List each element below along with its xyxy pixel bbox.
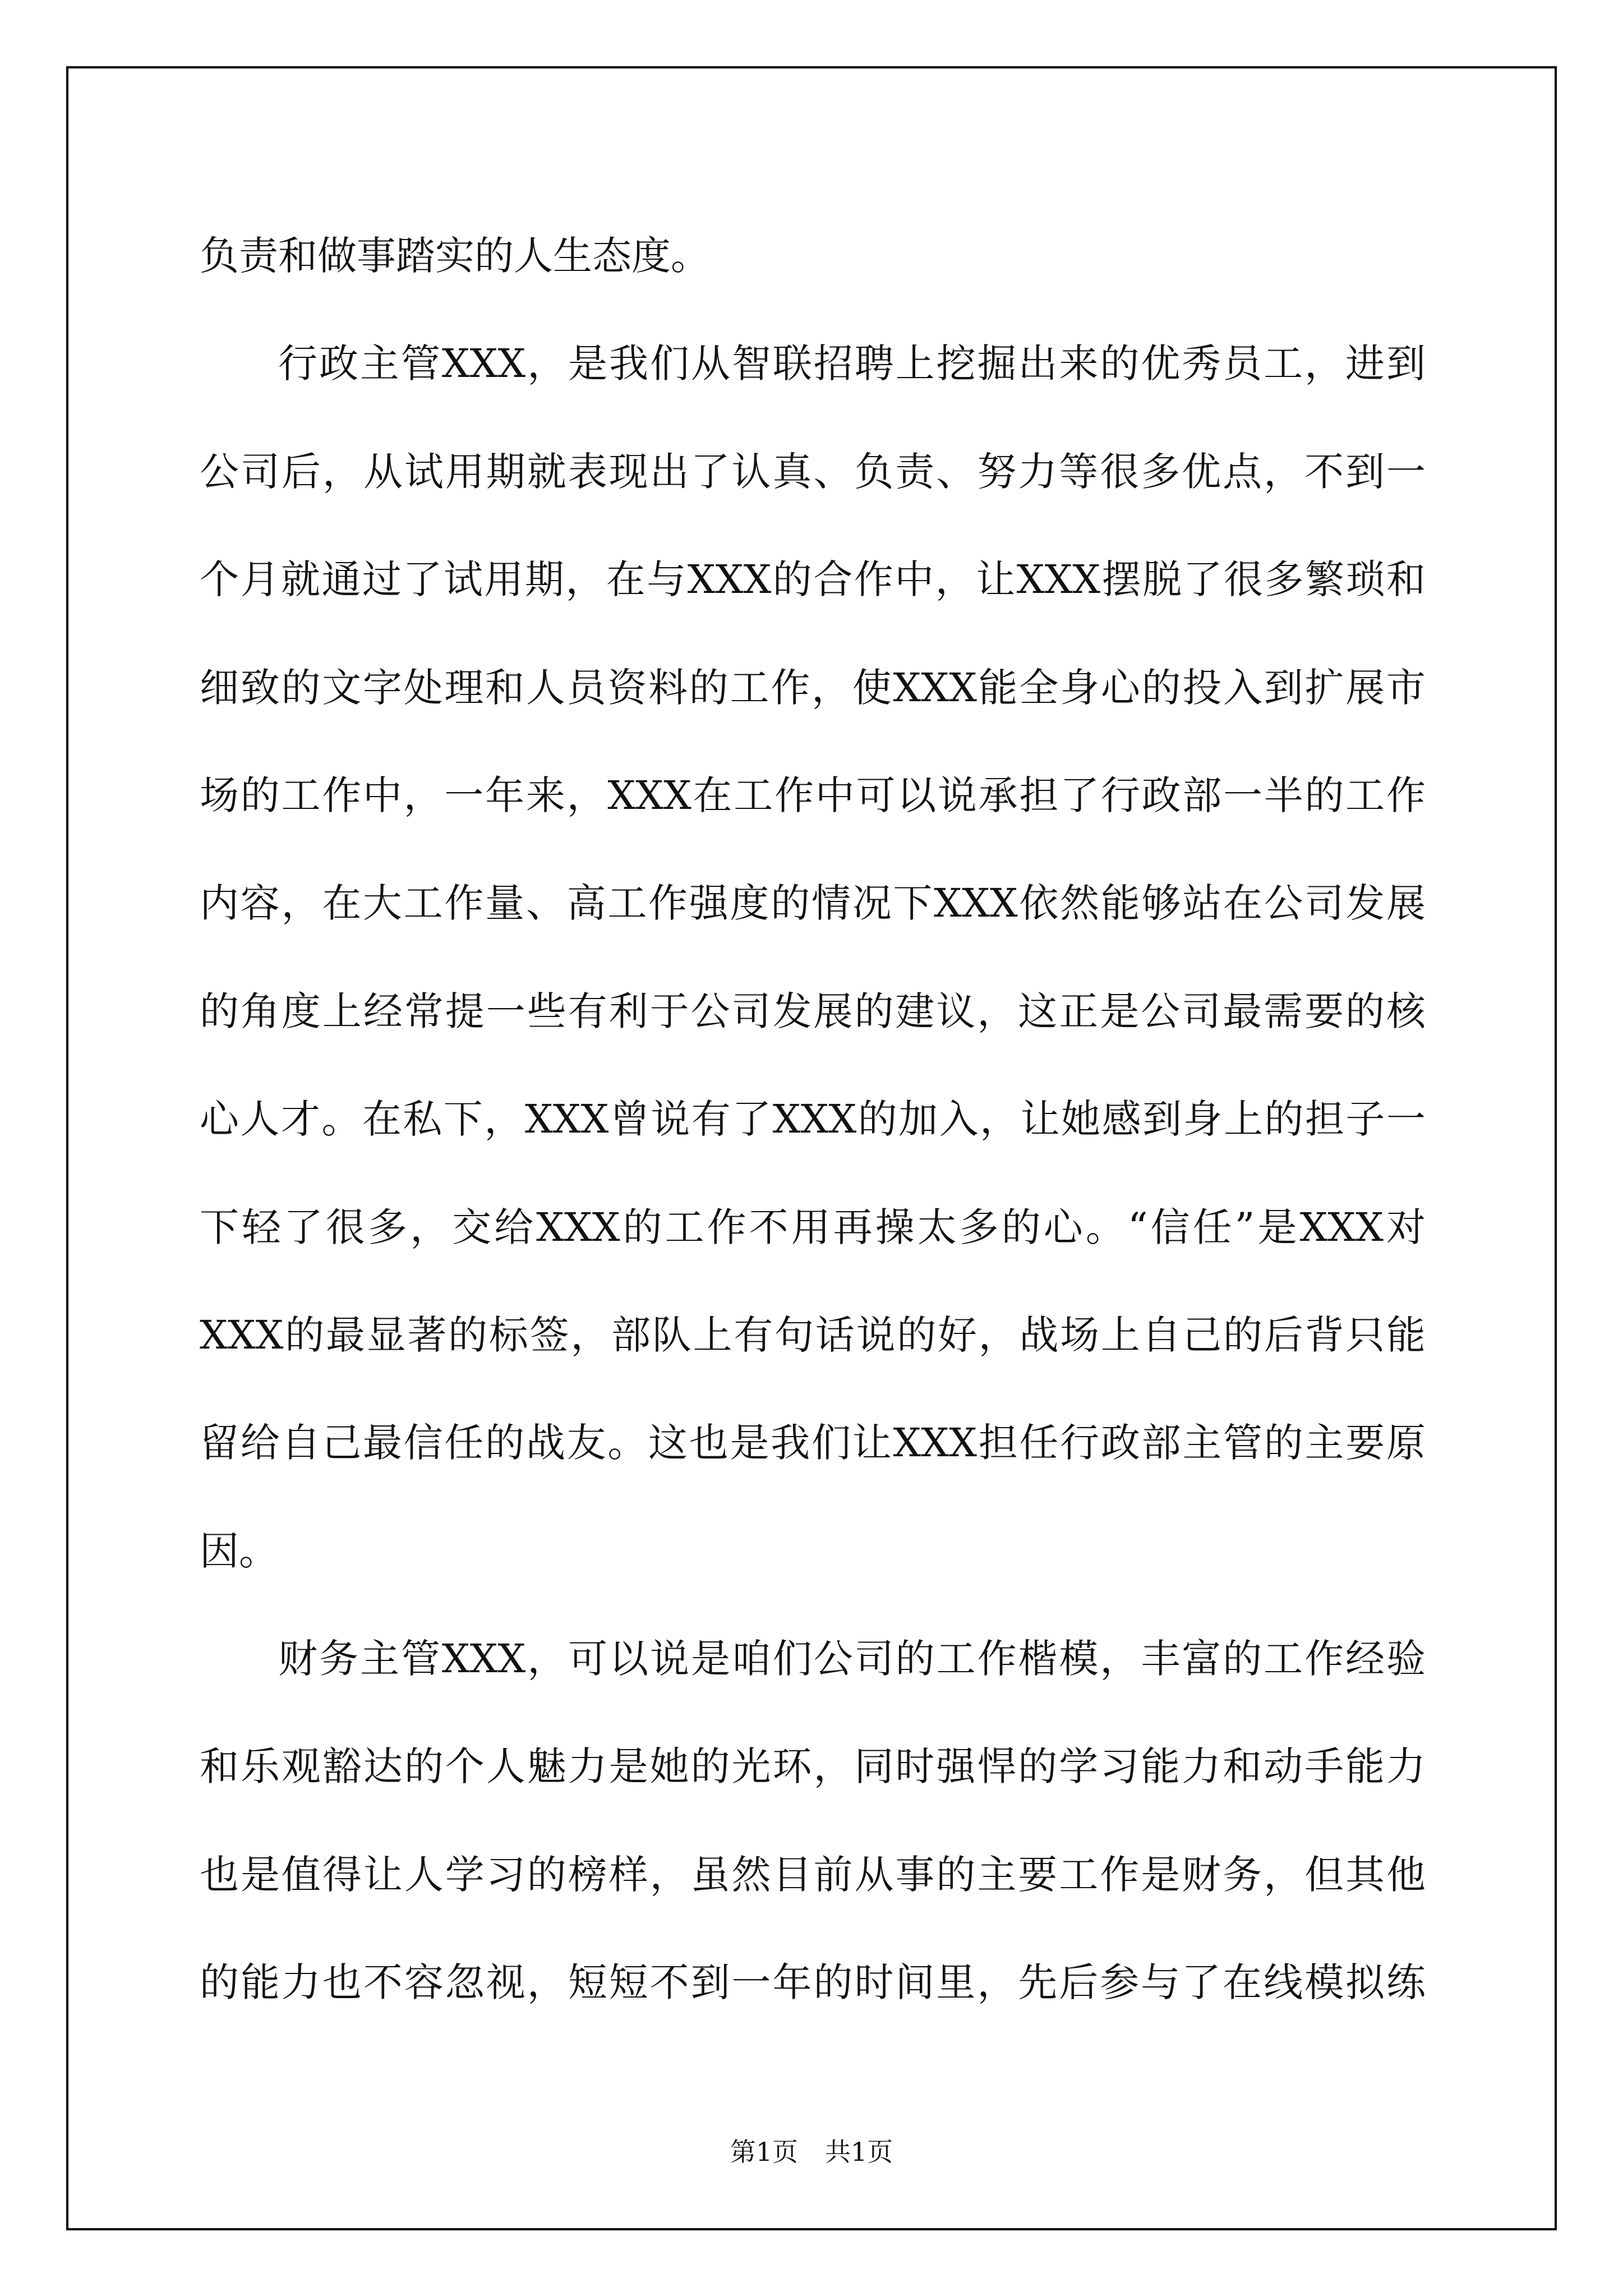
text-line: 细致的文字处理和人员资料的工作，使XXX能全身心的投入到扩展市	[200, 664, 1426, 711]
text-line: 的角度上经常提一些有利于公司发展的建议，这正是公司最需要的核	[200, 988, 1426, 1034]
document-body	[200, 202, 1426, 2037]
text-line: 个月就通过了试用期，在与XXX的合作中，让XXX摆脱了很多繁琐和	[200, 556, 1426, 603]
text-line: 也是值得让人学习的榜样，虽然目前从事的主要工作是财务，但其他	[200, 1851, 1426, 1898]
text-line: 内容，在大工作量、高工作强度的情况下XXX依然能够站在公司发展	[200, 880, 1426, 927]
text-line: 场的工作中，一年来，XXX在工作中可以说承担了行政部一半的工作	[200, 772, 1426, 818]
text-line: 公司后，从试用期就表现出了认真、负责、努力等很多优点，不到一	[200, 448, 1426, 495]
text-line: 的能力也不容忽视，短短不到一年的时间里，先后参与了在线模拟练	[200, 1959, 1426, 2006]
page-number: 第1页	[730, 2137, 798, 2167]
text-line: 负责和做事踏实的人生态度。	[200, 233, 710, 279]
text-line: 下轻了很多，交给XXX的工作不用再操太多的心。“信任”是XXX对	[200, 1204, 1426, 1250]
text-line: 心人才。在私下，XXX曾说有了XXX的加入，让她感到身上的担子一	[200, 1096, 1426, 1143]
text-line: 留给自己最信任的战友。这也是我们让XXX担任行政部主管的主要原	[200, 1420, 1426, 1466]
page-footer	[0, 2132, 1623, 2169]
text-line: 财务主管XXX，可以说是咱们公司的工作楷模，丰富的工作经验	[278, 1636, 1426, 1682]
text-line: 行政主管XXX，是我们从智联招聘上挖掘出来的优秀员工，进到	[278, 341, 1426, 387]
text-line: XXX的最显著的标签，部队上有句话说的好，战场上自己的后背只能	[200, 1312, 1426, 1358]
page-total: 共1页	[825, 2137, 893, 2167]
text-line: 因。	[200, 1527, 278, 1574]
text-line: 和乐观豁达的个人魅力是她的光环，同时强悍的学习能力和动手能力	[200, 1743, 1426, 1790]
